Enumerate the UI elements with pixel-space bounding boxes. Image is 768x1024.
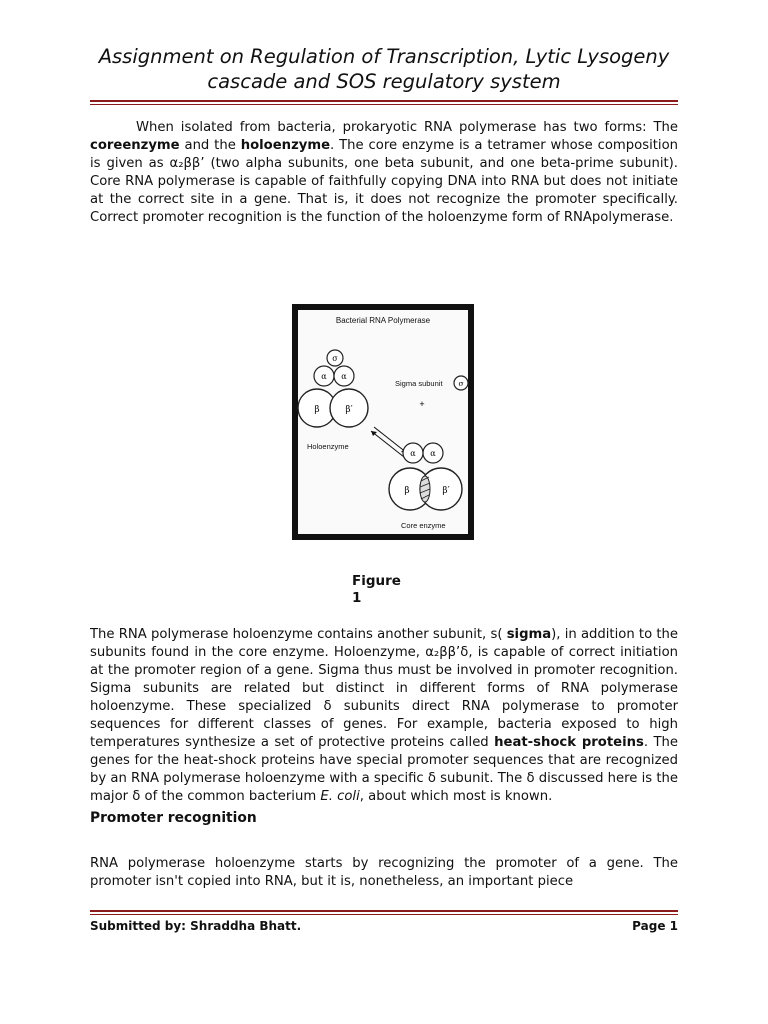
page: [90, 0, 679, 889]
figure-caption-line-2: 1: [352, 590, 362, 606]
core-alpha-2-label: α: [430, 449, 436, 458]
holo-sigma-label: σ: [332, 354, 338, 363]
figure-caption-line-1: Figure: [352, 573, 401, 589]
footer-rule: [90, 910, 678, 915]
holo-alpha-2-label: α: [341, 372, 347, 381]
rna-polymerase-figure: [291, 303, 475, 541]
footer-author: Submitted by: Shraddha Bhatt.: [90, 919, 302, 933]
core-beta-prime-label: β′: [442, 486, 450, 496]
sigma-text-g: , about which most is known.: [359, 789, 553, 804]
term-heat-shock: heat-shock proteins: [494, 735, 644, 750]
holo-alpha-1-label: α: [321, 372, 327, 381]
title-line-2: cascade and SOS regulatory system: [207, 70, 561, 93]
sigma-subunit-label: Sigma subunit: [395, 379, 443, 388]
figure-caption: [352, 573, 412, 607]
intro-paragraph: [90, 119, 678, 227]
term-coreenzyme: coreenzyme: [90, 138, 180, 153]
holo-beta-prime-label: β′: [345, 405, 353, 415]
core-overlap-hatch: [420, 476, 430, 502]
free-sigma-label: σ: [458, 379, 464, 388]
footer-page-number: Page 1: [632, 919, 678, 933]
plus-sign: +: [419, 399, 425, 409]
intro-text-a: When isolated from bacteria, prokaryotic RNA polymerase has two forms: The: [136, 120, 678, 135]
promoter-paragraph: RNA polymerase holoenzyme starts by recognizing the promoter of a gene. The promoter isn't copied into RNA, but it is, nonetheless, an important piece: [90, 856, 678, 889]
sigma-text-c: ), in addition to the subunits found in the core enzyme. Holoenzyme, α₂ββ’δ, is capable of correct initiation at the promoter region of a gene. Sigma thus must be involved in promoter recognition. Sigma subunits are related but distinct in different forms of RNA polymerase holoenzyme. These specialized δ subunits direct RNA polymerase to promoter sequences for different classes of genes. For example, bacteria exposed to high temperatures synthesize a set of protective proteins called: [90, 627, 678, 750]
core-beta-label: β: [404, 486, 410, 496]
page-footer: [90, 919, 678, 933]
sigma-text-e: . The genes for the heat-shock proteins have special promoter sequences that are recognized by an RNA polymerase holoenzyme with a specific δ subunit. The δ discussed here is the major δ of the common bacterium: [90, 735, 678, 804]
core-alpha-1-label: α: [410, 449, 416, 458]
sigma-text-a: The RNA polymerase holoenzyme contains another subunit, s(: [90, 627, 507, 642]
core-enzyme-label: Core enzyme: [401, 521, 446, 530]
sigma-paragraph: [90, 626, 678, 806]
term-ecoli: E. coli: [320, 789, 360, 804]
figure-heading: Bacterial RNA Polymerase: [335, 316, 431, 325]
term-holoenzyme: holoenzyme: [240, 138, 331, 153]
section-heading: Promoter recognition: [90, 810, 257, 826]
document-title: [90, 44, 678, 94]
title-line-1: Assignment on Regulation of Transcription, Lytic Lysogeny: [98, 45, 670, 68]
holo-beta-label: β: [314, 405, 320, 415]
title-rule: [90, 100, 678, 105]
holoenzyme-label: Holoenzyme: [307, 442, 349, 451]
term-sigma: sigma: [506, 627, 552, 642]
figure-diagram: [291, 303, 475, 541]
intro-text-c: and the: [179, 138, 241, 153]
intro-text-e: . The core enzyme is a tetramer whose composition is given as α₂ββ’ (two alpha subunits, one beta subunit, and one beta-prime subunit). Core RNA polymerase is capable of faithfully copying DNA into RNA but does not initiate at the correct site in a gene. That is, it does not recognize the promoter specifically. Correct promoter recognition is the function of the holoenzyme form of RNApolymerase.: [90, 138, 679, 225]
